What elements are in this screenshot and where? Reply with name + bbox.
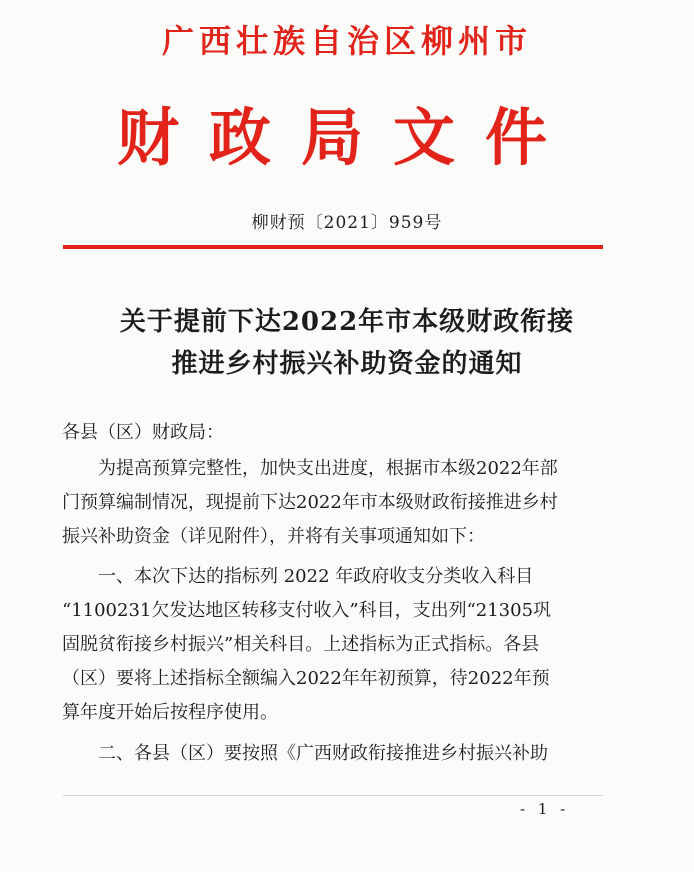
paragraph-item-1 bbox=[62, 560, 602, 730]
paragraph-line: 算年度开始后按程序使用。 bbox=[62, 702, 278, 723]
paragraph-intro bbox=[62, 452, 602, 554]
paragraph-line: （区）要将上述指标全额编入2022年年初预算，待2022年预 bbox=[62, 668, 550, 689]
paragraph-line: 二、各县（区）要按照《广西财政衔接推进乡村振兴补助 bbox=[98, 743, 548, 764]
paragraph-line: 振兴补助资金（详见附件），并将有关事项通知如下： bbox=[62, 526, 485, 547]
red-separator-line bbox=[63, 245, 603, 249]
notice-title-line-2: 推进乡村振兴补助资金的通知 bbox=[171, 349, 523, 379]
footer-divider bbox=[63, 795, 603, 796]
paragraph-line: 固脱贫衔接乡村振兴”相关科目。上述指标为正式指标。各县 bbox=[62, 634, 540, 655]
issuing-authority: 广西壮族自治区柳州市 bbox=[161, 22, 532, 60]
paragraph-line: 为提高预算完整性，加快支出进度，根据市本级2022年部 bbox=[98, 458, 558, 479]
page-number: - 1 - bbox=[520, 800, 570, 818]
paragraph-line: “1100231欠发达地区转移支付收入”科目，支出列“21305巩 bbox=[62, 600, 552, 621]
notice-title bbox=[40, 301, 654, 385]
salutation: 各县（区）财政局： bbox=[62, 422, 224, 443]
notice-title-line-1: 关于提前下达2022年市本级财政衔接 bbox=[119, 307, 575, 337]
paragraph-item-2 bbox=[62, 737, 602, 771]
paragraph-line: 门预算编制情况，现提前下达2022年市本级财政衔接推进乡村 bbox=[62, 492, 558, 513]
document-number: 柳财预〔2021〕959号 bbox=[251, 213, 443, 233]
document-header-title: 财政局文件 bbox=[116, 101, 577, 174]
paragraph-line: 一、本次下达的指标列 2022 年政府收支分类收入科目 bbox=[98, 566, 534, 587]
